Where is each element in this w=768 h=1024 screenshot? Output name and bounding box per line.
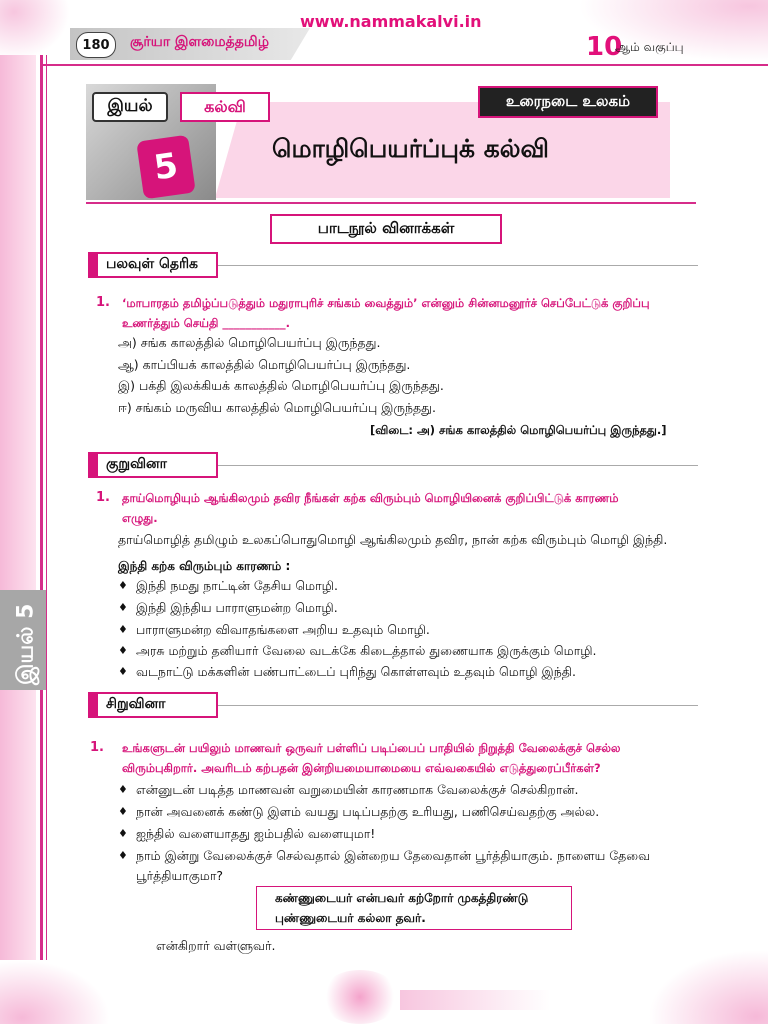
answer-intro: தாய்மொழித் தமிழும் உலகப்பொதுமொழி ஆங்கிலமும் தவிர, நான் கற்க விரும்பும் மொழி இந்தி. <box>118 532 668 547</box>
reason-item: ♦ வடநாட்டு மக்களின் பண்பாட்டைப் புரிந்து கொள்ளவும் உதவும் மொழி இந்தி. <box>136 662 576 682</box>
corner-flourish <box>0 960 110 1024</box>
point-item: ♦ நாம் இன்று வேலைக்குச் செல்வதால் இன்றைய தேவைதான் பூர்த்தியாகும். நாளைய தேவை <box>136 846 650 866</box>
theme-badge: கல்வி <box>180 92 270 122</box>
option: ஈ) சங்கம் மருவிய காலத்தில் மொழிபெயர்ப்பு இருந்தது. <box>118 400 436 415</box>
point-item: ♦ என்னுடன் படித்த மாணவன் வறுமையின் காரணமாக வேலைக்குச் செல்கிறான். <box>136 780 579 800</box>
quote-line: கண்ணுடையர் என்பவர் கற்றோர் முகத்திரண்டு <box>275 891 529 905</box>
iyal-badge: இயல் <box>92 92 168 122</box>
grade-number: 10 <box>586 32 623 62</box>
left-decorative-band <box>0 55 36 1024</box>
reason-item: ♦ இந்தி இந்திய பாராளுமன்ற மொழி. <box>136 598 338 618</box>
flower-ornament <box>320 970 400 1024</box>
point-item: ♦ ஐந்தில் வளையாதது ஐம்பதில் வளையுமா! <box>136 824 375 844</box>
header-rule <box>40 64 768 66</box>
page-number: 180 <box>76 32 116 58</box>
question-text: உங்களுடன் பயிலும் மாணவர் ஒருவர் பள்ளிப் படிப்பைப் பாதியில் நிறுத்தி வேலைக்குச் செல்ல <box>122 741 621 755</box>
question-text: விரும்புகிறார். அவரிடம் கற்பதன் இன்றியமையாமையை எவ்வகையில் எடுத்துரைப்பீர்கள்? <box>122 761 601 775</box>
answer: [விடை: அ) சங்க காலத்தில் மொழிபெயர்ப்பு இருந்தது.] <box>370 423 667 437</box>
question-number: 1. <box>96 295 110 310</box>
reason-item: ♦ இந்தி நமது நாட்டின் தேசிய மொழி. <box>136 576 338 596</box>
option: இ) பக்தி இலக்கியக் காலத்தில் மொழிபெயர்ப்பு இருந்தது. <box>118 378 444 393</box>
reason-item: ♦ பாராளுமன்ற விவாதங்களை அறிய உதவும் மொழி. <box>136 620 430 640</box>
reason-item: ♦ அரசு மற்றும் தனியார் வேலை வடக்கே கிடைத்தால் துணையாக இருக்கும் மொழி. <box>136 641 597 661</box>
question-number: 1. <box>90 740 104 755</box>
side-chapter-label: இயல் 5 <box>13 603 39 685</box>
closing-text: என்கிறார் வள்ளுவர். <box>156 938 276 953</box>
point-item: ♦ நான் அவனைக் கண்டு இளம் வயது படிப்பதற்கு உரியது, பணிசெய்வதற்கு அல்ல. <box>136 802 599 822</box>
chapter-title: மொழிபெயர்ப்புக் கல்வி <box>272 134 549 163</box>
band-divider <box>46 55 47 1024</box>
kural-quote <box>256 886 572 930</box>
option: அ) சங்க காலத்தில் மொழிபெயர்ப்பு இருந்தது. <box>118 335 381 350</box>
footer-flourish <box>400 990 550 1010</box>
grade-label: ஆம் வகுப்பு <box>615 40 684 54</box>
chapter-number: 5 <box>136 135 196 200</box>
section-heading-brief: சிறுவினா <box>88 692 218 718</box>
series-title: சூர்யா இளமைத்தமிழ் <box>130 34 269 50</box>
band-divider <box>40 55 43 1024</box>
point-continuation: பூர்த்தியாகுமா? <box>136 868 223 883</box>
corner-flourish <box>0 0 70 60</box>
quote-line: புண்ணுடையர் கல்லா தவர். <box>275 911 426 925</box>
question-text: எழுது. <box>122 511 158 525</box>
option: ஆ) காப்பியக் காலத்தில் மொழிபெயர்ப்பு இருந்தது. <box>118 357 411 372</box>
question-text: ‘மாபாரதம் தமிழ்ப்படுத்தும் மதுராபுரிச் சங்கம் வைத்தும்’ என்னும் சின்னமனூர்ச் செப்பேட்டுக் குறிப்பு <box>122 296 650 310</box>
website-link[interactable]: www.nammakalvi.in <box>300 12 482 31</box>
reason-heading: இந்தி கற்க விரும்பும் காரணம் : <box>118 559 291 573</box>
section-heading-short: குறுவினா <box>88 452 218 478</box>
question-text: தாய்மொழியும் ஆங்கிலமும் தவிர நீங்கள் கற்க விரும்பும் மொழியினைக் குறிப்பிட்டுக் காரணம் <box>122 491 619 505</box>
main-heading: பாடநூல் வினாக்கள் <box>270 214 502 244</box>
question-number: 1. <box>96 490 110 505</box>
corner-flourish <box>648 950 768 1024</box>
chapter-rule <box>86 202 696 204</box>
section-heading-mcq: பலவுள் தெரிக <box>88 252 218 278</box>
unit-tag: உரைநடை உலகம் <box>478 86 658 118</box>
question-text: உணர்த்தும் செய்தி ___________. <box>122 316 291 330</box>
